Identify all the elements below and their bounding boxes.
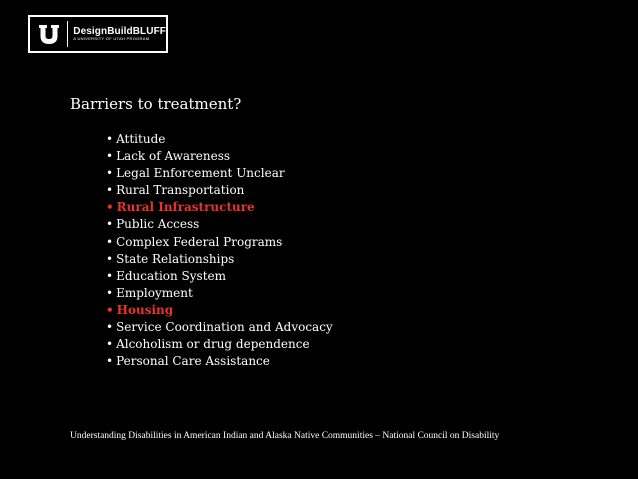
bullet-glyph: • <box>106 149 114 164</box>
list-item <box>106 268 333 285</box>
bullet-glyph: • <box>106 166 114 181</box>
bullet-glyph: • <box>106 183 114 198</box>
bullet-glyph: • <box>106 132 114 146</box>
logo <box>28 15 168 53</box>
list-item <box>106 165 333 182</box>
bullet-glyph: • <box>106 302 114 317</box>
list-item <box>106 319 333 336</box>
list-item <box>106 302 333 319</box>
list-item-label: Complex Federal Programs <box>116 234 283 249</box>
bullet-glyph: • <box>106 234 114 249</box>
list-item <box>106 336 333 353</box>
list-item <box>106 131 333 148</box>
bullet-glyph: • <box>106 217 114 232</box>
block-u-icon <box>36 20 62 48</box>
bullet-glyph: • <box>106 320 114 335</box>
bullet-glyph: • <box>106 251 114 266</box>
list-item <box>106 199 333 216</box>
footer-citation: Understanding Disabilities in American Indian and Alaska Native Communities – National Council on Disability <box>70 431 500 441</box>
bullet-glyph: • <box>106 354 114 369</box>
list-item <box>106 251 333 268</box>
list-item-label: Education System <box>116 268 227 283</box>
bullet-list <box>106 131 333 370</box>
list-item-label: Alcoholism or drug dependence <box>116 337 310 352</box>
list-item <box>106 353 333 370</box>
list-item-label: Legal Enforcement Unclear <box>116 166 285 181</box>
list-item-label: Housing <box>116 302 174 317</box>
list-item-label: State Relationships <box>116 251 235 266</box>
bullet-glyph: • <box>106 285 114 300</box>
bullet-glyph: • <box>106 268 114 283</box>
list-item <box>106 234 333 251</box>
list-item-label: Public Access <box>116 217 200 232</box>
list-item-label: Attitude <box>116 132 166 146</box>
list-item-label: Employment <box>116 285 193 300</box>
list-item-label: Service Coordination and Advocacy <box>116 320 333 335</box>
bullet-glyph: • <box>106 200 114 215</box>
list-item <box>106 148 333 165</box>
list-item <box>106 285 333 302</box>
logo-text <box>73 27 166 42</box>
list-item-label: Personal Care Assistance <box>116 354 270 369</box>
list-item-label: Rural Transportation <box>116 183 245 198</box>
bullet-glyph: • <box>106 337 114 352</box>
slide-title: Barriers to treatment? <box>70 95 242 113</box>
list-item-label: Lack of Awareness <box>116 149 231 164</box>
list-item <box>106 182 333 199</box>
logo-divider <box>67 21 68 47</box>
logo-name: DesignBuildBLUFF <box>73 25 166 37</box>
list-item <box>106 216 333 233</box>
logo-subtitle: A UNIVERSITY OF UTAH PROGRAM <box>73 36 150 42</box>
list-item-label: Rural Infrastructure <box>116 200 255 215</box>
